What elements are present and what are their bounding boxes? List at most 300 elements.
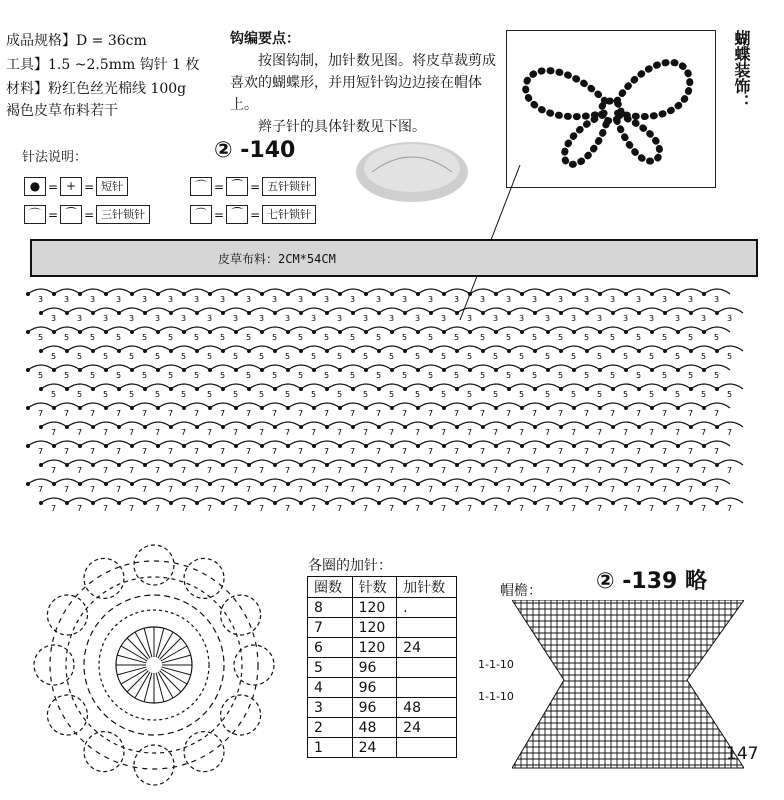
chain-arc [184, 365, 210, 370]
chain-count: 7 [597, 504, 603, 513]
stitch-dot [416, 444, 420, 448]
stitch-dot [390, 292, 394, 296]
chain-arc [509, 346, 535, 351]
chain-count: 7 [259, 466, 265, 475]
stitch-dot [260, 482, 264, 486]
chain-arc [626, 289, 652, 294]
chain-count: 7 [662, 485, 668, 494]
chain-arc [405, 384, 431, 389]
chain-count: 3 [181, 314, 187, 323]
stitch-dot [559, 463, 563, 467]
stitch-dot [65, 463, 69, 467]
stitch-dot [65, 425, 69, 429]
chain-count: 5 [545, 352, 551, 361]
stitch-dot [364, 406, 368, 410]
chain-arc [93, 422, 119, 427]
chain-arc [236, 289, 262, 294]
chain-count: 5 [155, 390, 161, 399]
stitch-dot [403, 463, 407, 467]
table-cell: 3 [308, 698, 353, 718]
stitch-dot [585, 425, 589, 429]
stitch-dot [429, 311, 433, 315]
chain-arc-icon: ⁀ [60, 205, 82, 224]
stitch-dot [130, 444, 134, 448]
chain-count: 5 [428, 371, 434, 380]
stitch-dot [39, 311, 43, 315]
stitch-dot [572, 406, 576, 410]
chain-arc [431, 498, 457, 503]
table-cell: 48 [397, 698, 457, 718]
chain-count: 5 [389, 352, 395, 361]
chain-arc [236, 479, 262, 484]
stitch-dot [416, 292, 420, 296]
chain-count: 5 [623, 352, 629, 361]
chain-count: 5 [311, 390, 317, 399]
chain-count: 3 [155, 314, 161, 323]
chain-count: 7 [272, 447, 278, 456]
stitch-dot [403, 425, 407, 429]
chain-arc [288, 479, 314, 484]
chain-arc [67, 460, 93, 465]
stitch-dot [52, 330, 56, 334]
chain-arc [717, 460, 743, 465]
motif-spoke [162, 667, 191, 675]
stitch-dot [39, 387, 43, 391]
stitch-dot [650, 406, 654, 410]
chain-arc [171, 384, 197, 389]
chain-arc [184, 327, 210, 332]
chain-count: 5 [155, 352, 161, 361]
crochet-notes [230, 28, 500, 138]
chain-arc [691, 346, 717, 351]
legend-ch3: ⌒ = ⁀ = 三针锁针 [24, 205, 150, 224]
chain-count: 5 [727, 390, 733, 399]
chain-count: 7 [402, 447, 408, 456]
chain-arc [145, 346, 171, 351]
chain-count: 3 [51, 314, 57, 323]
chain-arc [626, 327, 652, 332]
chain-count: 7 [51, 504, 57, 513]
stitch-dot [260, 330, 264, 334]
chain-arc [132, 327, 158, 332]
legend-title: 针法说明： [22, 150, 88, 165]
chain-arc [67, 308, 93, 313]
chain-count: 7 [714, 485, 720, 494]
chain-count: 7 [454, 447, 460, 456]
chain-arc [171, 498, 197, 503]
stitch-dot [624, 482, 628, 486]
chain-arc [340, 403, 366, 408]
chain-count: 7 [272, 409, 278, 418]
chain-arc [587, 346, 613, 351]
chain-arc [210, 441, 236, 446]
chain-count: 5 [207, 390, 213, 399]
chain-arc [301, 422, 327, 427]
fur-strip [30, 239, 758, 277]
stitch-dot [312, 368, 316, 372]
stitch-dot [598, 444, 602, 448]
stitch-dot [247, 425, 251, 429]
chain-arc [249, 346, 275, 351]
table-row [308, 638, 457, 658]
chain-arc [41, 460, 67, 465]
bow-label: 蝴蝶装饰： [732, 30, 751, 110]
stitch-dot [702, 482, 706, 486]
fur-strip-label: 皮草布料：2CM*54CM [218, 252, 336, 266]
chain-arc [54, 327, 80, 332]
stitch-dot [234, 482, 238, 486]
chain-count: 5 [428, 333, 434, 342]
chain-count: 7 [207, 504, 213, 513]
chain-arc [522, 327, 548, 332]
stitch-dot [169, 501, 173, 505]
stitch-dot [221, 463, 225, 467]
chain-arc [392, 365, 418, 370]
chain-arc [509, 422, 535, 427]
chain-arc [600, 327, 626, 332]
crown-motif [30, 540, 280, 790]
chain-arc [626, 403, 652, 408]
chain-arc [548, 327, 574, 332]
motif-petal [184, 732, 224, 772]
chain-count: 5 [402, 333, 408, 342]
chain-count: 7 [311, 504, 317, 513]
chain-arc [327, 308, 353, 313]
stitch-dot [715, 387, 719, 391]
stitch-dot [468, 482, 472, 486]
chain-arc [210, 403, 236, 408]
chain-count: 5 [480, 371, 486, 380]
chain-arc [249, 308, 275, 313]
stitch-dot [104, 330, 108, 334]
chain-count: 7 [441, 428, 447, 437]
chain-arc [288, 403, 314, 408]
chain-count: 7 [623, 466, 629, 475]
chain-count: 5 [363, 390, 369, 399]
chain-count: 5 [129, 352, 135, 361]
chain-count: 7 [181, 504, 187, 513]
stitch-dot [533, 387, 537, 391]
stitch-dot [715, 463, 719, 467]
chain-arc [379, 308, 405, 313]
stitch-dot [507, 463, 511, 467]
chain-arc [288, 289, 314, 294]
chain-count: 5 [675, 352, 681, 361]
chain-count: 3 [103, 314, 109, 323]
stitch-dot [312, 444, 316, 448]
stitch-dot [182, 368, 186, 372]
chain-count: 5 [571, 352, 577, 361]
chain-arc [639, 460, 665, 465]
chain-arc [405, 346, 431, 351]
chain-count: 7 [519, 466, 525, 475]
chain-arc [119, 308, 145, 313]
chain-count: 5 [415, 390, 421, 399]
stitch-dot [286, 444, 290, 448]
chain-arc [483, 346, 509, 351]
chain-arc [275, 460, 301, 465]
chain-count: 5 [233, 352, 239, 361]
chain-arc [535, 384, 561, 389]
chain-count: 5 [701, 352, 707, 361]
chain-arc [119, 460, 145, 465]
chain-arc [470, 441, 496, 446]
chain-arc [184, 479, 210, 484]
stitch-dot [195, 387, 199, 391]
small-arc-icon: ⌒ [24, 205, 46, 224]
stitch-dot [650, 482, 654, 486]
stitch-dot [494, 482, 498, 486]
chain-count: 3 [675, 314, 681, 323]
chain-count: 7 [38, 409, 44, 418]
stitch-dot [208, 330, 212, 334]
notes-para-1: 按图钩制，加针数见图。将皮草裁剪成喜欢的蝴蝶形，并用短针钩边边接在帽体上。 [230, 53, 496, 113]
stitch-dot [546, 482, 550, 486]
chain-arc [600, 365, 626, 370]
stitch-dot [650, 292, 654, 296]
chain-arc [184, 441, 210, 446]
chain-arc [93, 308, 119, 313]
chain-arc [483, 308, 509, 313]
stitch-dot [468, 368, 472, 372]
chain-arc [704, 289, 730, 294]
chain-count: 5 [194, 333, 200, 342]
chain-count: 7 [376, 409, 382, 418]
chain-arc [197, 498, 223, 503]
stitch-dot [442, 406, 446, 410]
chain-arc [678, 479, 704, 484]
chain-arc [158, 403, 184, 408]
motif-petal [84, 732, 124, 772]
stitch-dot [143, 501, 147, 505]
chain-count: 7 [597, 466, 603, 475]
chain-arc [483, 498, 509, 503]
chain-arc [275, 308, 301, 313]
chain-arc [561, 346, 587, 351]
chain-arc [392, 441, 418, 446]
chain-count: 7 [64, 485, 70, 494]
chain-count: 3 [233, 314, 239, 323]
stitch-dot [325, 425, 329, 429]
stitch-dot [312, 406, 316, 410]
chain-arc [314, 479, 340, 484]
chain-count: 7 [298, 485, 304, 494]
stitch-dot [169, 387, 173, 391]
chain-count: 5 [272, 333, 278, 342]
chain-count: 5 [467, 352, 473, 361]
stitch-dot [559, 311, 563, 315]
stitch-dot [325, 501, 329, 505]
chain-arc [392, 403, 418, 408]
chain-count: 7 [480, 409, 486, 418]
chain-count: 7 [441, 504, 447, 513]
chain-count: 5 [597, 352, 603, 361]
chain-count: 7 [727, 466, 733, 475]
chain-arc [67, 498, 93, 503]
chain-count: 5 [259, 352, 265, 361]
stitch-dot [611, 501, 615, 505]
chain-count: 3 [350, 295, 356, 304]
chain-count: 3 [64, 295, 70, 304]
chain-count: 5 [454, 333, 460, 342]
chain-count: 5 [454, 371, 460, 380]
chain-arc [28, 289, 54, 294]
stitch-dot [182, 330, 186, 334]
stitch-dot [481, 311, 485, 315]
chain-arc [561, 498, 587, 503]
chain-arc [587, 422, 613, 427]
chain-arc [119, 346, 145, 351]
stitch-dot [156, 330, 160, 334]
stitch-dot [195, 425, 199, 429]
legend-ch7: ⌒ = ⁀ = 七针锁针 [190, 205, 316, 224]
chain-count: 7 [103, 428, 109, 437]
stitch-dot [442, 444, 446, 448]
chain-count: 7 [272, 485, 278, 494]
stitch-dot [689, 425, 693, 429]
chain-arc [379, 498, 405, 503]
chain-count: 7 [337, 466, 343, 475]
chain-arc [366, 365, 392, 370]
chain-arc [418, 327, 444, 332]
chain-count: 7 [636, 409, 642, 418]
chain-arc [67, 422, 93, 427]
stitch-dot [234, 330, 238, 334]
chain-count: 7 [571, 504, 577, 513]
chain-arc [470, 403, 496, 408]
stitch-dot [377, 501, 381, 505]
stitch-dot [689, 463, 693, 467]
stitch-dot [104, 444, 108, 448]
stitch-dot [429, 387, 433, 391]
chain-count: 7 [194, 409, 200, 418]
stitch-dot [546, 368, 550, 372]
chain-count: 3 [467, 314, 473, 323]
chain-count: 5 [662, 333, 668, 342]
stitch-dot [611, 425, 615, 429]
chain-count: 3 [571, 314, 577, 323]
chain-count: 7 [532, 485, 538, 494]
stitch-dot [429, 501, 433, 505]
chain-arc [405, 422, 431, 427]
stitch-dot [663, 463, 667, 467]
legend-sc: ● = + = 短针 [24, 177, 128, 196]
stitch-dot [104, 482, 108, 486]
chain-count: 7 [454, 485, 460, 494]
chain-arc [145, 498, 171, 503]
chain-arc [301, 460, 327, 465]
stitch-dot [234, 444, 238, 448]
stitch-dot [26, 482, 30, 486]
chain-arc [457, 460, 483, 465]
chain-arc [340, 289, 366, 294]
chain-count: 7 [662, 409, 668, 418]
chain-arc [249, 384, 275, 389]
stitch-dot [611, 349, 615, 353]
stitch-dot [52, 482, 56, 486]
stitch-dot [273, 425, 277, 429]
stitch-dot [533, 463, 537, 467]
chain-count: 7 [688, 447, 694, 456]
chain-count: 3 [298, 295, 304, 304]
chain-arc [54, 441, 80, 446]
chain-count: 3 [428, 295, 434, 304]
stitch-dot [637, 425, 641, 429]
stitch-dot [455, 501, 459, 505]
stitch-dot [273, 501, 277, 505]
stitch-dot [507, 349, 511, 353]
chain-count: 3 [727, 314, 733, 323]
stitch-dot [520, 330, 524, 334]
chain-arc [106, 403, 132, 408]
chain-count: 5 [233, 390, 239, 399]
chain-arc [145, 422, 171, 427]
chain-count: 5 [558, 371, 564, 380]
chain-arc [665, 346, 691, 351]
chain-count: 3 [480, 295, 486, 304]
chain-arc [158, 365, 184, 370]
chain-count: 7 [571, 466, 577, 475]
chain-arc [587, 460, 613, 465]
chain-count: 7 [675, 428, 681, 437]
chain-arc [132, 441, 158, 446]
stitch-dot [663, 311, 667, 315]
chain-arc [444, 365, 470, 370]
stitch-dot [325, 311, 329, 315]
chain-arc [171, 460, 197, 465]
chain-arc [678, 403, 704, 408]
stitch-dot [351, 387, 355, 391]
chain-arc [197, 346, 223, 351]
stitch-dot [689, 387, 693, 391]
arc-5-icon: ⌒ [190, 177, 212, 196]
stitch-dot [39, 425, 43, 429]
chain-count: 5 [168, 371, 174, 380]
chain-count: 5 [688, 333, 694, 342]
stitch-dot [364, 444, 368, 448]
stitch-dot [442, 330, 446, 334]
stitch-dot [91, 387, 95, 391]
stitch-dot [520, 368, 524, 372]
chain-arc [496, 403, 522, 408]
chain-arc [652, 289, 678, 294]
chain-count: 5 [259, 390, 265, 399]
chain-count: 7 [116, 485, 122, 494]
chain-arc [691, 422, 717, 427]
chain-arc [158, 289, 184, 294]
table-cell: 96 [352, 678, 397, 698]
chain-arc [379, 422, 405, 427]
chain-count: 7 [142, 485, 148, 494]
chain-count: 5 [311, 352, 317, 361]
chain-arc [665, 384, 691, 389]
stitch-dot [520, 292, 524, 296]
chain-arc [93, 498, 119, 503]
chain-count: 7 [90, 485, 96, 494]
chain-arc [665, 498, 691, 503]
stitch-dot [572, 330, 576, 334]
chain-count: 5 [727, 352, 733, 361]
chain-count: 5 [545, 390, 551, 399]
chain-count: 3 [649, 314, 655, 323]
stitch-dot [507, 501, 511, 505]
chain-count: 3 [701, 314, 707, 323]
stitch-dot [533, 501, 537, 505]
chain-count: 5 [402, 371, 408, 380]
stitch-dot [221, 311, 225, 315]
stitch-dot [299, 387, 303, 391]
chain-count: 5 [597, 390, 603, 399]
